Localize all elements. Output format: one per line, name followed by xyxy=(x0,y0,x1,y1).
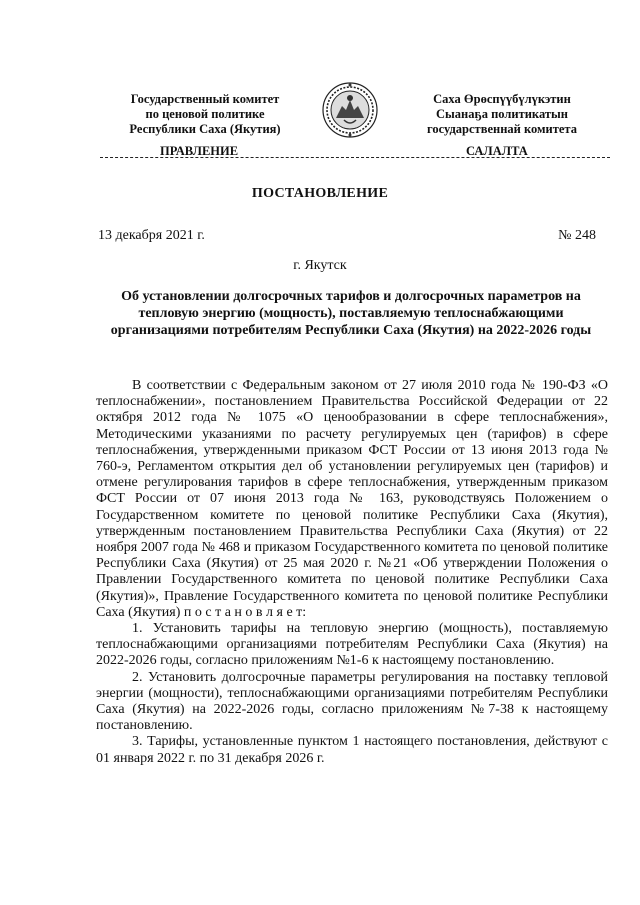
doc-subject: Об установлении долгосрочных тарифов и долгосрочных параметров на тепловую энергию (мощность), поставляемую теплоснабжающими организациями потребителям Республики Саха (Якутия) на 2022-2026 годы xyxy=(110,289,592,338)
doc-title: ПОСТАНОВЛЕНИЕ xyxy=(251,186,389,201)
doc-number: № 248 xyxy=(558,228,596,243)
paragraph-item-1: 1. Установить тарифы на тепловую энергию (мощность), поставляемую теплоснабжающими организациями потребителям Республики Саха (Якутия) на 2022-2026 годы, согласно приложениям №1-6 к настоящему постановлению. xyxy=(96,621,608,669)
header-divider xyxy=(100,157,610,158)
header-left-org xyxy=(110,92,300,137)
paragraph-item-2: 2. Установить долгосрочные параметры регулирования на поставку тепловой энергии (мощности), теплоснабжающими организациями потребителям Республики Саха (Якутия) на 2022-2026 годы, согласно приложениям №7-38 к настоящему постановлению. xyxy=(96,669,608,734)
doc-city: г. Якутск xyxy=(293,258,347,273)
header-right-org xyxy=(402,92,602,137)
header-left-line-3: Республики Саха (Якутия) xyxy=(129,122,281,136)
doc-date: 13 декабря 2021 г. xyxy=(98,228,205,243)
doc-body xyxy=(96,378,608,767)
header-left-sub: ПРАВЛЕНИЕ xyxy=(160,144,239,158)
header-right-line-3: государственнай комитета xyxy=(427,122,577,136)
header-right-sub: САЛАЛТА xyxy=(466,144,528,158)
header-right-line-1: Саха Өрөспүүбүлүкэтин xyxy=(433,92,571,106)
header-right-line-2: Сыанаҕа политикатын xyxy=(436,107,568,121)
header-left-line-1: Государственный комитет xyxy=(130,92,280,106)
header-left-line-2: по ценовой политике xyxy=(145,107,265,121)
paragraph-item-3: 3. Тарифы, установленные пунктом 1 настоящего постановления, действуют с 01 января 2022 г. по 31 декабря 2026 г. xyxy=(96,734,608,766)
republic-emblem-icon xyxy=(322,80,378,140)
paragraph-preamble: В соответствии с Федеральным законом от 27 июля 2010 года № 190-ФЗ «О теплоснабжении», постановлением Правительства Российской Федерации от 22 октября 2012 года № 1075 «О ценообразовании в сфере теплоснабжения», Методическими указаниями по расчету регулируемых цен (тарифов) в сфере теплоснабжения, утвержденными приказом ФСТ России от 13 июня 2013 года № 760-э, Регламентом открытия дел об установлении регулируемых цен (тарифов) и отмене регулирования тарифов в сфере теплоснабжения, утвержденным приказом ФСТ России от 07 июня 2013 года № 163, руководствуясь Положением о Государственном комитете по ценовой политике Республики Саха (Якутия), утвержденным постановлением Правительства Республики Саха (Якутия) от 22 ноября 2007 года № 468 и приказом Государственного комитета по ценовой политике Республики Саха (Якутия) от 25 мая 2020 г. №21 «Об утверждении Положения о Правлении Государственного комитета по ценовой политике Республики Саха (Якутия)», Правление Государственного комитета по ценовой политике Республики Саха (Якутия) п о с т а н о в л я е т: xyxy=(96,378,608,620)
